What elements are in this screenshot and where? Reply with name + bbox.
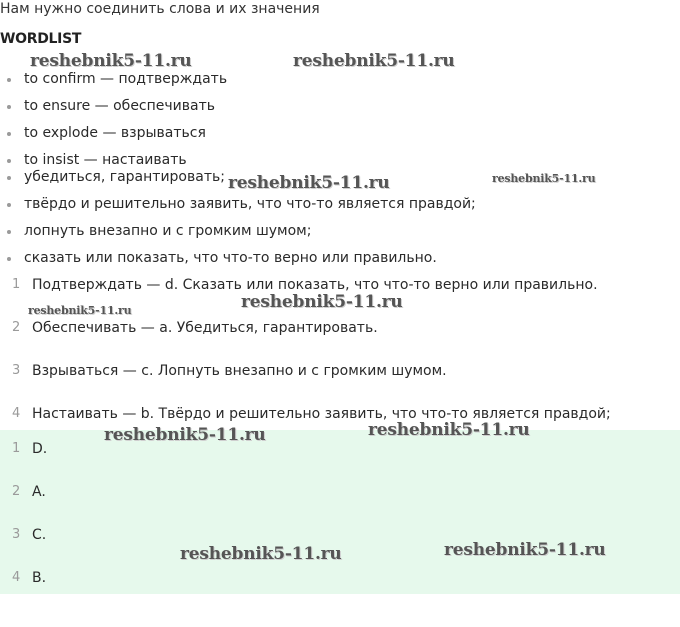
answer-text: C. [32, 527, 47, 543]
watermark: reshebnik5-11.ru [241, 292, 403, 312]
intro-text: Нам нужно соединить слова и их значения [0, 1, 320, 17]
list-item [14, 222, 311, 240]
definition-text: убедиться, гарантировать; [24, 169, 225, 185]
definition-text: сказать или показать, что что-то верно или правильно. [24, 250, 437, 266]
list-item [14, 97, 215, 115]
bullet-icon [7, 132, 11, 136]
word-text: to insist — настаивать [24, 152, 187, 168]
match-number: 3 [12, 363, 21, 378]
definition-text: лопнуть внезапно и с громким шумом; [24, 223, 312, 239]
answer-number: 2 [12, 484, 21, 499]
watermark: reshebnik5-11.ru [444, 540, 606, 560]
word-text: to ensure — обеспечивать [24, 98, 216, 114]
match-text: Подтверждать — d. Сказать или показать, что что-то верно или правильно. [32, 277, 598, 293]
match-text: Настаивать — b. Твёрдо и решительно заявить, что что-то является правдой; [32, 406, 611, 422]
match-number: 2 [12, 320, 21, 335]
answer-text: A. [32, 484, 46, 500]
answer-text: B. [32, 570, 47, 586]
watermark: reshebnik5-11.ru [28, 304, 132, 317]
watermark: reshebnik5-11.ru [228, 173, 390, 193]
list-item [14, 249, 437, 267]
answer-number: 1 [12, 441, 21, 456]
watermark: reshebnik5-11.ru [293, 51, 455, 71]
bullet-icon [7, 257, 11, 261]
watermark: reshebnik5-11.ru [180, 544, 342, 564]
answer-number: 4 [12, 570, 21, 585]
word-text: to confirm — подтверждать [24, 71, 228, 87]
bullet-icon [7, 176, 11, 180]
list-item [14, 70, 227, 88]
bullet-icon [7, 230, 11, 234]
match-number: 4 [12, 406, 21, 421]
list-item [14, 151, 187, 169]
bullet-icon [7, 159, 11, 163]
list-item [14, 195, 476, 213]
watermark: reshebnik5-11.ru [30, 51, 192, 71]
answers-section [0, 430, 680, 594]
answer-text: D. [32, 441, 48, 457]
word-text: to explode — взрываться [24, 125, 206, 141]
definition-text: твёрдо и решительно заявить, что что-то является правдой; [24, 196, 476, 212]
list-item [14, 124, 206, 142]
bullet-icon [7, 78, 11, 82]
list-item [14, 168, 225, 186]
match-text: Обеспечивать — a. Убедиться, гарантировать. [32, 320, 378, 336]
match-number: 1 [12, 277, 21, 292]
match-text: Взрываться — c. Лопнуть внезапно и с громким шумом. [32, 363, 447, 379]
wordlist-heading: WORDLIST [0, 31, 82, 47]
answer-number: 3 [12, 527, 21, 542]
bullet-icon [7, 203, 11, 207]
watermark: reshebnik5-11.ru [368, 420, 530, 440]
watermark: reshebnik5-11.ru [492, 172, 596, 185]
bullet-icon [7, 105, 11, 109]
watermark: reshebnik5-11.ru [104, 425, 266, 445]
